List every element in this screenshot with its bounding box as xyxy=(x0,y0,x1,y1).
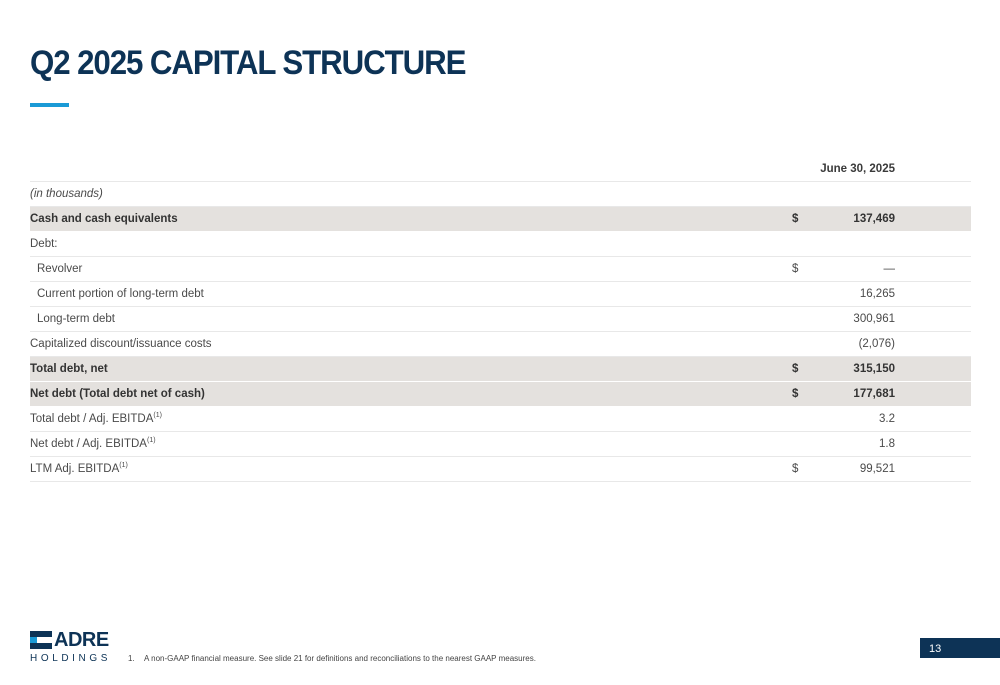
row-value: 300,961 xyxy=(853,313,895,325)
footnote-number: 1. xyxy=(128,654,135,663)
row-label: Revolver xyxy=(37,263,83,275)
table-row-net-debt xyxy=(30,382,971,407)
table-row-units xyxy=(30,182,971,207)
row-label: Net debt (Total debt net of cash) xyxy=(30,388,205,400)
row-value: — xyxy=(883,263,895,275)
capital-structure-table xyxy=(30,157,971,482)
footnote-ref: (1) xyxy=(119,462,128,470)
table-row-total-debt xyxy=(30,357,971,382)
row-dollar-sign: $ xyxy=(792,463,799,475)
page-title: Q2 2025 CAPITAL STRUCTURE xyxy=(30,44,466,82)
row-label: Total debt / Adj. EBITDA$^{(1)}$ xyxy=(30,412,162,425)
row-label: Debt: xyxy=(30,238,58,250)
cadre-c-icon xyxy=(30,631,52,649)
row-label: Net debt / Adj. EBITDA$^{(1)}$ xyxy=(30,437,156,450)
row-value: 3.2 xyxy=(879,413,895,425)
table-row-capitalized-discount xyxy=(30,332,971,357)
row-label: Total debt, net xyxy=(30,363,108,375)
row-label: Current portion of long-term debt xyxy=(37,288,204,300)
table-row-net-debt-ebitda xyxy=(30,432,971,457)
row-value: 1.8 xyxy=(879,438,895,450)
row-value: 99,521 xyxy=(859,463,895,475)
row-value: 137,469 xyxy=(853,213,895,225)
row-value: (2,076) xyxy=(858,338,895,350)
footnote xyxy=(128,654,536,663)
table-row-total-debt-ebitda xyxy=(30,407,971,432)
table-row-current-portion xyxy=(30,282,971,307)
footnote-ref: (1) xyxy=(153,412,162,420)
row-dollar-sign: $ xyxy=(792,213,799,225)
footnote-ref: (1) xyxy=(146,437,156,445)
row-dollar-sign: $ xyxy=(792,363,799,375)
footnote-text: A non-GAAP financial measure. See slide 21 for definitions and reconciliations to the nearest GAAP measures. xyxy=(144,654,536,663)
row-label: Long-term debt xyxy=(37,313,115,325)
column-header-date: June 30, 2025 xyxy=(820,163,895,175)
logo-wordmark: ADRE xyxy=(54,629,109,651)
units-note: (in thousands) xyxy=(30,188,103,200)
row-value: 16,265 xyxy=(859,288,895,300)
row-label: Cash and cash equivalents xyxy=(30,213,178,225)
table-row-ltm-ebitda xyxy=(30,457,971,482)
row-label: LTM Adj. EBITDA$^{(1)}$ xyxy=(30,462,128,475)
row-label: Capitalized discount/issuance costs xyxy=(30,338,212,350)
table-row-revolver xyxy=(30,257,971,282)
table-row-cash xyxy=(30,207,971,232)
page-number: 13 xyxy=(920,638,1000,658)
row-value: 177,681 xyxy=(853,388,895,400)
title-underline xyxy=(30,103,69,107)
row-dollar-sign: $ xyxy=(792,388,799,400)
table-header-row xyxy=(30,157,971,182)
logo-subtitle: HOLDINGS xyxy=(30,653,112,664)
row-dollar-sign: $ xyxy=(792,263,799,275)
cadre-holdings-logo xyxy=(30,630,110,666)
row-value: 315,150 xyxy=(853,363,895,375)
table-row-debt-heading xyxy=(30,232,971,257)
table-row-long-term-debt xyxy=(30,307,971,332)
